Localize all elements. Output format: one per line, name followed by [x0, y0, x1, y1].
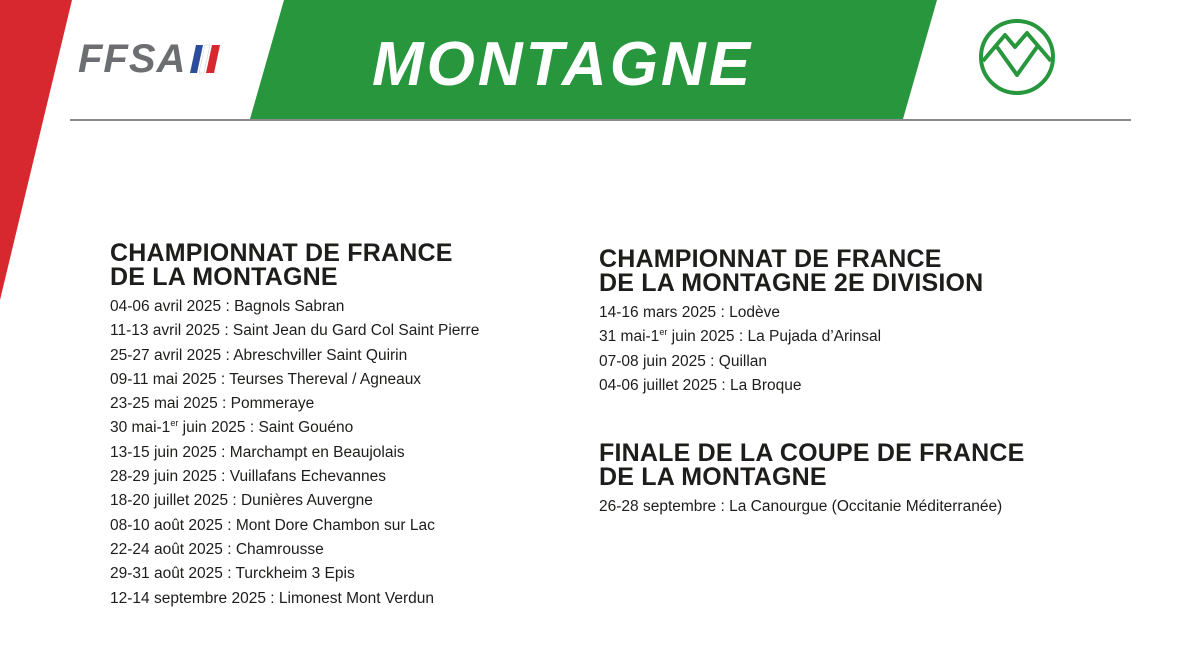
- list-item: 07-08 juin 2025 : Quillan: [599, 352, 768, 370]
- list-item: 26-28 septembre : La Canourgue (Occitanie Méditerranée): [599, 498, 1003, 515]
- list-item: 12-14 septembre 2025 : Limonest Mont Verdun: [110, 589, 434, 607]
- header-divider: [70, 119, 1131, 121]
- section-championnat-2e-division: [599, 247, 983, 398]
- page-title: MONTAGNE: [372, 30, 754, 99]
- list-item: 04-06 avril 2025 : Bagnols Sabran: [110, 298, 345, 315]
- section-title: CHAMPIONNAT DE FRANCE DE LA MONTAGNE: [110, 239, 453, 291]
- event-list: [599, 495, 1025, 519]
- section-title: CHAMPIONNAT DE FRANCE DE LA MONTAGNE 2E DIVISION: [599, 245, 984, 297]
- list-item: 14-16 mars 2025 : Lodève: [599, 304, 780, 321]
- list-item: 22-24 août 2025 : Chamrousse: [110, 540, 324, 558]
- list-item: 09-11 mai 2025 : Teurses Thereval / Agneaux: [110, 370, 422, 388]
- tricolor-flag-icon: [188, 43, 222, 75]
- event-list: [599, 301, 983, 398]
- ffsa-logo: [78, 36, 222, 82]
- list-item: 25-27 avril 2025 : Abreschviller Saint Quirin: [110, 346, 408, 364]
- list-item: 13-15 juin 2025 : Marchampt en Beaujolais: [110, 443, 405, 461]
- list-item: 31 mai-1er juin 2025 : La Pujada d’Arinsal: [599, 327, 882, 346]
- list-item: 18-20 juillet 2025 : Dunières Auvergne: [110, 492, 373, 510]
- logo-text: FFSA: [78, 37, 187, 81]
- section-finale-coupe-de-france: [599, 441, 1025, 519]
- mountain-icon: [977, 17, 1057, 97]
- list-item: 11-13 avril 2025 : Saint Jean du Gard Col Saint Pierre: [110, 322, 480, 340]
- event-list: [110, 295, 479, 611]
- section-title: FINALE DE LA COUPE DE FRANCE DE LA MONTAGNE: [599, 439, 1025, 491]
- list-item: 28-29 juin 2025 : Vuillafans Echevannes: [110, 468, 387, 486]
- list-item: 04-06 juillet 2025 : La Broque: [599, 376, 802, 394]
- list-item: 08-10 août 2025 : Mont Dore Chambon sur Lac: [110, 516, 435, 534]
- section-championnat-montagne: [110, 241, 479, 611]
- list-item: 30 mai-1er juin 2025 : Saint Gouéno: [110, 418, 354, 437]
- list-item: 29-31 août 2025 : Turckheim 3 Epis: [110, 565, 355, 583]
- list-item: 23-25 mai 2025 : Pommeraye: [110, 395, 315, 413]
